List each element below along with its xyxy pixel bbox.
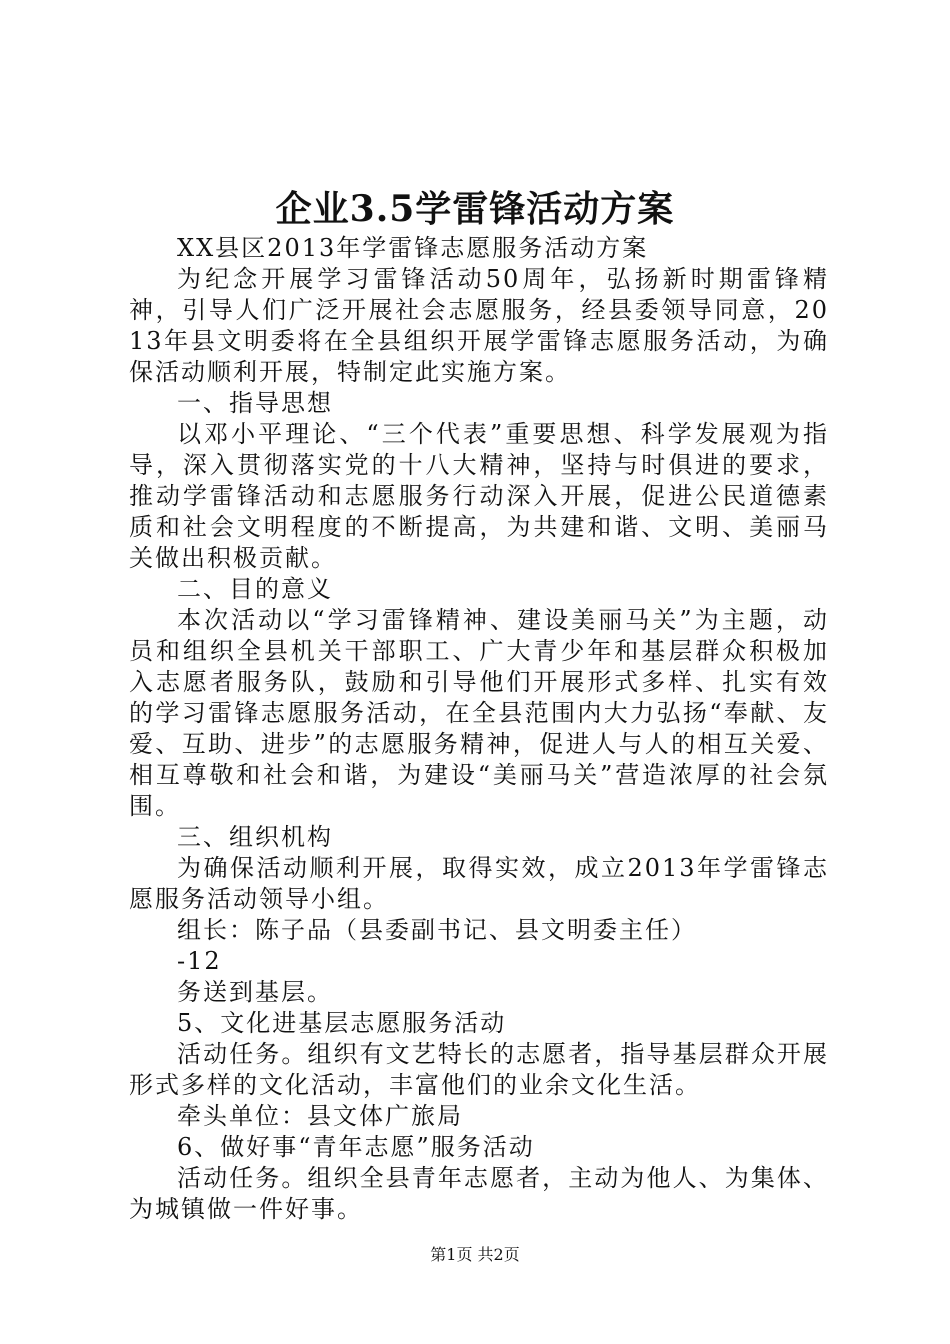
paragraph-page-break-marker: -12 [177,947,222,975]
heading-guiding-ideology: 一、指导思想 [177,389,333,417]
heading-youth-activity: 6、做好事“青年志愿”服务活动 [177,1133,535,1161]
page-footer: 第1页 共2页 [430,1245,520,1264]
paragraph-leader: 组长：陈子品（县委副书记、县文明委主任） [177,916,697,944]
document-title: 企业3.5学雷锋活动方案 [275,188,675,230]
paragraph-intro: 为纪念开展学习雷锋活动50周年，弘扬新时期雷锋精神，引导人们广泛开展社会志愿服务，经县委领导同意，2013年县文明委将在全县组织开展学雷锋志愿服务活动，为确保活动顺利开展，特制定此实施方案。 [129,265,829,386]
paragraph-continuation: 务送到基层。 [177,978,333,1006]
paragraph-guiding-ideology: 以邓小平理论、“三个代表”重要思想、科学发展观为指导，深入贯彻落实党的十八大精神，坚持与时俱进的要求，推动学雷锋活动和志愿服务行动深入开展，促进公民道德素质和社会文明程度的不断提高，为共建和谐、文明、美丽马关做出积极贡献。 [129,420,829,572]
document-body [129,233,829,1225]
heading-organization: 三、组织机构 [177,823,333,851]
heading-purpose: 二、目的意义 [177,575,333,603]
paragraph-purpose: 本次活动以“学习雷锋精神、建设美丽马关”为主题，动员和组织全县机关干部职工、广大青少年和基层群众积极加入志愿者服务队，鼓励和引导他们开展形式多样、扎实有效的学习雷锋志愿服务活动，在全县范围内大力弘扬“奉献、友爱、互助、进步”的志愿服务精神，促进人与人的相互关爱、相互尊敬和社会和谐，为建设“美丽马关”营造浓厚的社会氛围。 [129,606,829,820]
paragraph-lead-unit: 牵头单位：县文体广旅局 [177,1102,463,1130]
paragraph-subtitle: XX县区2013年学雷锋志愿服务活动方案 [177,234,649,262]
heading-culture-activity: 5、文化进基层志愿服务活动 [177,1009,507,1037]
paragraph-organization: 为确保活动顺利开展，取得实效，成立2013年学雷锋志愿服务活动领导小组。 [129,854,829,913]
paragraph-youth-task: 活动任务。组织全县青年志愿者，主动为他人、为集体、为城镇做一件好事。 [129,1164,829,1223]
paragraph-culture-task: 活动任务。组织有文艺特长的志愿者，指导基层群众开展形式多样的文化活动，丰富他们的业余文化生活。 [129,1040,829,1099]
